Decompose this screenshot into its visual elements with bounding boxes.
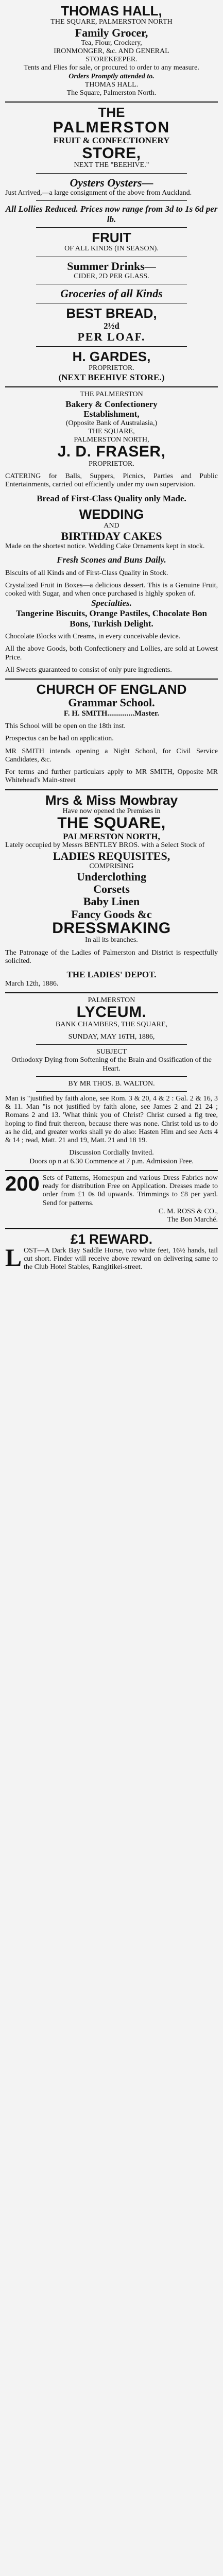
fraser-square: THE SQUARE, [88, 427, 135, 435]
mowbray-branches: In all its branches. [85, 936, 138, 944]
mowbray-baby: Baby Linen [83, 895, 140, 908]
ad-thomas-hall [5, 1, 218, 103]
store-bread: BEST BREAD, [66, 306, 157, 321]
store-price: 2½d [104, 320, 119, 331]
fraser-wedding-text: Made on the shortest notice. Wedding Cake Ornaments kept in stock. [5, 542, 205, 550]
hall-heading: Family Grocer, [75, 26, 148, 39]
fraser-bread: Bread of First-Class Quality only Made. [37, 493, 186, 503]
church-night: MR SMITH intends opening a Night School, for Civil Service Candidates, &c. [5, 747, 218, 764]
church-subtitle: Grammar School. [68, 696, 155, 709]
store-oysters: Oysters Oysters— [70, 176, 153, 189]
lyceum-bank: BANK CHAMBERS, THE SQUARE, [55, 1020, 168, 1028]
divider [36, 1076, 187, 1077]
lyceum-man: Man is "justified by faith alone, see Rom. 3 & 20, 4 & 2 : Gal. 2 & 16, 3 & 11. Man "is not justified by faith alone, see James 2 and 21 24 ; Romans 2 and 13. 'What think you of Christ? Christ cursed a fig tree, hoping to find fruit thereon, because there was none. Christ told us to do as he did, and greater works shall ye do also: Hasten Him and see Acts 4 & 14 ; read, Matt. 21 and 19, Matt. 21 and 18 19. [5, 1095, 218, 1145]
lyceum-doors: Doors op n at 6.30 Commence at 7 p.m. Admission Free. [29, 1157, 194, 1165]
reward-row [5, 1244, 218, 1272]
lyceum-subject: Orthodoxy Dying from Softening of the Brain and Ossification of the Heart. [11, 1056, 212, 1073]
fraser-specialties: Specialties. [91, 598, 132, 608]
store-cider: CIDER, 2D PER GLASS. [74, 272, 149, 280]
fraser-establishment: Establishment, [83, 409, 140, 419]
store-next-beehive: (NEXT BEEHIVE STORE.) [58, 372, 165, 382]
hall-title: THOMAS HALL, [61, 3, 162, 19]
store-fruit: FRUIT [92, 230, 131, 246]
church-master: F. H. SMITH..............Master. [63, 709, 160, 718]
store-loaf: PER LOAF. [77, 330, 146, 344]
store-groceries: Groceries of all Kinds [60, 287, 163, 300]
ad-fraser-bakery [5, 387, 218, 680]
divider [36, 227, 187, 228]
fraser-the: THE PALMERSTON [80, 391, 143, 399]
hall-line4: Tents and Flies for sale, or procured to order to any measure. [24, 64, 199, 72]
fraser-biscuits: Biscuits of all Kinds and of First-Class Quality in Stock. [5, 569, 168, 577]
lyceum-by: BY MR THOS. B. WALTON. [68, 1079, 155, 1088]
ad-church-grammar-school [5, 680, 218, 790]
store-sub: FRUIT & CONFECTIONERY [53, 135, 170, 146]
lyceum-discussion: Discussion Cordially Invited. [69, 1149, 154, 1157]
hall-address: THE SQUARE, PALMERSTON NORTH [50, 18, 173, 26]
church-title: CHURCH OF ENGLAND [36, 682, 187, 698]
mowbray-lately: Lately occupied by Messrs BENTLEY BROS. with a Select Stock of [5, 841, 205, 850]
mowbray-town: PALMERSTON NORTH, [63, 831, 160, 841]
store-fruit-sub: OF ALL KINDS (IN SEASON). [64, 245, 159, 253]
lyceum-title: LYCEUM. [76, 1004, 147, 1021]
fraser-choc: Chocolate Blocks with Creams, in every conceivable device. [5, 633, 181, 641]
mowbray-have: Have now opened the Premises in [62, 807, 161, 815]
ad-lyceum [5, 993, 218, 1171]
fraser-wedding: WEDDING [79, 506, 144, 522]
lyceum-palmerston: PALMERSTON [88, 996, 135, 1004]
mowbray-patronage: The Patronage of the Ladies of Palmerston and District is respectfully solicited. [5, 948, 218, 965]
divider [36, 200, 187, 201]
fraser-above: All the above Goods, both Confectionery and Lollies, are sold at Lowest Price. [5, 645, 218, 662]
mowbray-fancy: Fancy Goods &c [71, 907, 152, 921]
hall-line5: Orders Promptly attended to. [68, 72, 155, 80]
reward-text: OST—A Dark Bay Saddle Horse, two white feet, 16½ hands, tail cut short. Finder will receive above reward on delivering same to the Club Hotel Stables, Rangitikei-street. [24, 1246, 218, 1272]
divider [36, 1091, 187, 1092]
store-name: PALMERSTON [53, 118, 170, 136]
fraser-name: J. D. FRASER, [57, 443, 166, 461]
hall-line1: Tea, Flour, Crockery, [81, 39, 142, 47]
church-terms: For terms and further particulars apply to MR SMITH, Opposite MR Whitehead's Main-street [5, 768, 218, 785]
mowbray-dressmaking: DRESSMAKING [52, 919, 171, 937]
hall-sign2: The Square, Palmerston North. [66, 89, 157, 97]
store-oysters-text: Just Arrived,—a large consignment of the above from Auckland. [5, 189, 192, 197]
hall-line2: IRONMONGER, &c. AND GENERAL [54, 47, 169, 55]
divider [36, 1044, 187, 1045]
lyceum-subject-label: SUBJECT [96, 1048, 127, 1056]
reward-letter: L [5, 1244, 22, 1272]
store-proprietor: PROPRIETOR. [89, 364, 134, 372]
ad-patterns [5, 1171, 218, 1229]
patterns-bon: The Bon Marché. [167, 1216, 218, 1224]
store-the: THE [98, 105, 125, 121]
fraser-town: PALMERSTON NORTH, [74, 436, 149, 444]
mowbray-title: Mrs & Miss Mowbray [45, 792, 178, 808]
mowbray-square: THE SQUARE, [57, 815, 166, 832]
fraser-bakery: Bakery & Confectionery [65, 399, 158, 409]
divider [36, 173, 187, 174]
mowbray-comprising: COMPRISING [89, 862, 134, 870]
reward-title: £1 REWARD. [71, 1231, 152, 1247]
mowbray-corsets: Corsets [93, 883, 130, 896]
fraser-and: AND [104, 521, 119, 530]
fraser-tangerine: Tangerine Biscuits, Orange Pastiles, Chocolate Bon Bons, Turkish Delight. [15, 608, 207, 629]
fraser-proprietor: PROPRIETOR. [89, 460, 134, 468]
ad-reward [5, 1229, 218, 1276]
patterns-ross: C. M. ROSS & CO., [158, 1207, 218, 1215]
store-store: STORE, [82, 144, 141, 162]
patterns-text: Sets of Patterns, Homespun and various Dress Fabrics now ready for distribution Free on Application. Dresses made to order from £1 0s 0d upwards. Trimmings to £8 per yard. Send for patterns. [42, 1174, 218, 1207]
lyceum-sunday: SUNDAY, MAY 16TH, 1886, [68, 1032, 155, 1041]
church-prospectus: Prospectus can be had on application. [5, 735, 114, 743]
fraser-crystal: Crystalized Fruit in Boxes—a delicious dessert. This is a Genuine Fruit, cooked with Sugar, and when once purchased is highly spoken of. [5, 582, 218, 598]
fraser-fresh: Fresh Scones and Buns Daily. [57, 555, 166, 565]
fraser-opposite: (Opposite Bank of Australasia,) [65, 419, 158, 427]
mowbray-depot: THE LADIES' DEPOT. [66, 970, 157, 979]
patterns-number: 200 [5, 1172, 40, 1195]
church-opened: This School will be open on the 18th inst. [5, 722, 126, 731]
mowbray-underclothing: Underclothing [76, 870, 147, 883]
mowbray-date: March 12th, 1886. [5, 979, 59, 988]
hall-sign1: THOMAS HALL. [84, 80, 139, 89]
divider [36, 346, 187, 347]
fraser-catering: CATERING for Balls, Suppers, Picnics, Parties and Public Entertainments, carried out efficiently under my own supervision. [5, 472, 218, 489]
newspaper-ad-column [5, 0, 218, 1276]
fraser-birthday: BIRTHDAY CAKES [61, 529, 162, 543]
mowbray-ladies: LADIES REQUISITES, [53, 849, 170, 862]
ad-mowbray [5, 790, 218, 993]
ad-palmerston-store [5, 103, 218, 387]
store-next: NEXT THE "BEEHIVE." [74, 161, 149, 170]
store-summer: Summer Drinks— [67, 259, 156, 273]
store-owner: H. GARDES, [72, 349, 151, 365]
patterns-row [5, 1174, 218, 1208]
fraser-sweets: All Sweets guaranteed to consist of only pure ingredients. [5, 666, 172, 674]
hall-line3: STOREKEEPER. [85, 56, 138, 64]
store-lollies: All Lollies Reduced. Prices now range from 3d to 1s 6d per lb. [5, 204, 218, 224]
